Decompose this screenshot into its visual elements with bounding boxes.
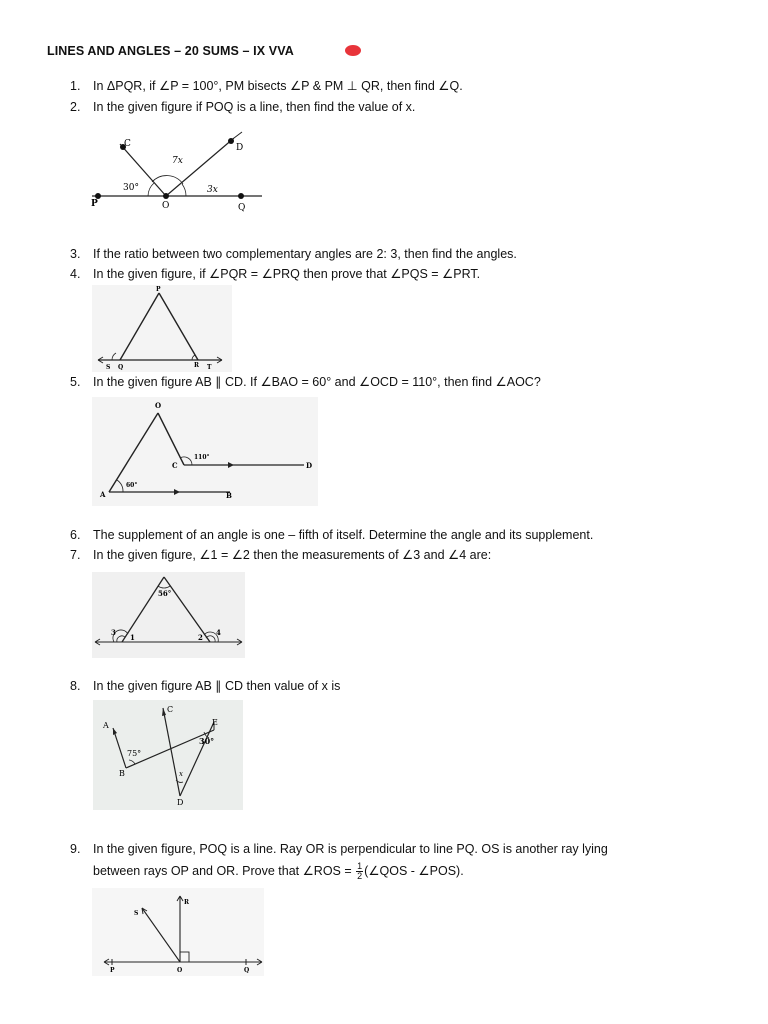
label-r: R [194, 362, 199, 369]
question-8 [70, 678, 710, 694]
question-3 [70, 246, 710, 262]
angle-30: 30° [199, 736, 215, 746]
page-title: LINES AND ANGLES – 20 SUMS – IX VVA [47, 44, 294, 58]
angle-7x: 7x [172, 156, 183, 166]
question-text: In the given figure, if ∠PQR = ∠PRQ then prove that ∠PQS = ∠PRT. [93, 267, 481, 281]
question-text: If the ratio between two complementary angles are 2: 3, then find the angles. [93, 247, 517, 261]
label-b: B [119, 769, 125, 778]
figure-8 [93, 700, 243, 810]
figure-9 [92, 888, 264, 976]
label-3: 3 [111, 628, 116, 637]
label-e: E [212, 718, 218, 727]
angle-56: 56° [158, 589, 172, 598]
question-number: 4. [70, 267, 81, 281]
question-text-continued: between rays OP and OR. Prove that ∠ROS = [93, 863, 352, 878]
label-o: O [155, 401, 162, 410]
label-s: S [106, 364, 111, 371]
label-c: C [167, 705, 174, 714]
label-p: P [156, 286, 161, 293]
label-d: D [236, 143, 244, 153]
question-text: In the given figure if POQ is a line, then find the value of x. [93, 100, 416, 114]
question-1 [70, 78, 710, 94]
label-d: D [306, 461, 313, 470]
label-2: 2 [198, 633, 203, 642]
question-number: 8. [70, 679, 81, 693]
label-c: C [124, 139, 131, 149]
label-o: O [177, 967, 183, 974]
question-number: 2. [70, 100, 81, 114]
angle-75: 75° [127, 749, 142, 758]
label-q: Q [238, 203, 246, 212]
figure-5 [92, 397, 318, 506]
question-number: 3. [70, 247, 81, 261]
label-o: O [162, 201, 170, 211]
angle-60: 60° [126, 482, 138, 489]
ray-od [166, 138, 234, 196]
question-number: 7. [70, 548, 81, 562]
question-number: 9. [70, 842, 81, 856]
label-c: C [172, 461, 178, 470]
angle-30: 30° [123, 183, 139, 193]
question-number: 5. [70, 375, 81, 389]
label-a: A [100, 490, 106, 499]
angle-x: x [179, 770, 183, 778]
label-a: A [103, 721, 109, 730]
angle-3x: 3x [207, 185, 218, 195]
question-text: In the given figure, ∠1 = ∠2 then the measurements of ∠3 and ∠4 are: [93, 548, 492, 562]
label-t: T [207, 364, 212, 371]
question-text-end: (∠QOS - ∠POS). [364, 863, 464, 878]
label-p: P [91, 199, 98, 209]
label-r: R [184, 899, 189, 906]
label-q: Q [118, 364, 124, 371]
angle-110: 110° [194, 454, 210, 461]
question-number: 6. [70, 528, 81, 542]
label-q: Q [244, 967, 250, 974]
question-5 [70, 374, 710, 390]
label-s: S [134, 910, 139, 917]
question-text: In the given figure, POQ is a line. Ray OR is perpendicular to line PQ. OS is another ray lying [93, 842, 608, 856]
question-4 [70, 266, 710, 282]
question-9 [70, 841, 710, 857]
question-text: The supplement of an angle is one – fifth of itself. Determine the angle and its supplement. [93, 528, 594, 542]
fraction-half [356, 862, 363, 881]
label-b: B [226, 491, 232, 500]
label-p: P [110, 967, 115, 974]
figure-4 [92, 285, 232, 372]
question-text: In ΔPQR, if ∠P = 100°, PM bisects ∠P & PM ⊥ QR, then find ∠Q. [93, 79, 463, 93]
question-6 [70, 527, 710, 543]
question-number: 1. [70, 79, 81, 93]
question-9-line-2 [93, 862, 733, 881]
question-text: In the given figure AB ∥ CD then value of x is [93, 679, 341, 693]
fraction-numerator: 1 [357, 861, 363, 871]
fraction-denominator: 2 [357, 871, 363, 881]
red-mark [345, 45, 361, 56]
question-7 [70, 547, 710, 563]
label-d: D [177, 798, 184, 807]
label-4: 4 [216, 628, 221, 637]
figure-7 [92, 572, 245, 658]
question-text: In the given figure AB ∥ CD. If ∠BAO = 60° and ∠OCD = 110°, then find ∠AOC? [93, 375, 541, 389]
label-1: 1 [130, 633, 135, 642]
figure-2 [86, 120, 276, 212]
question-2 [70, 99, 710, 115]
